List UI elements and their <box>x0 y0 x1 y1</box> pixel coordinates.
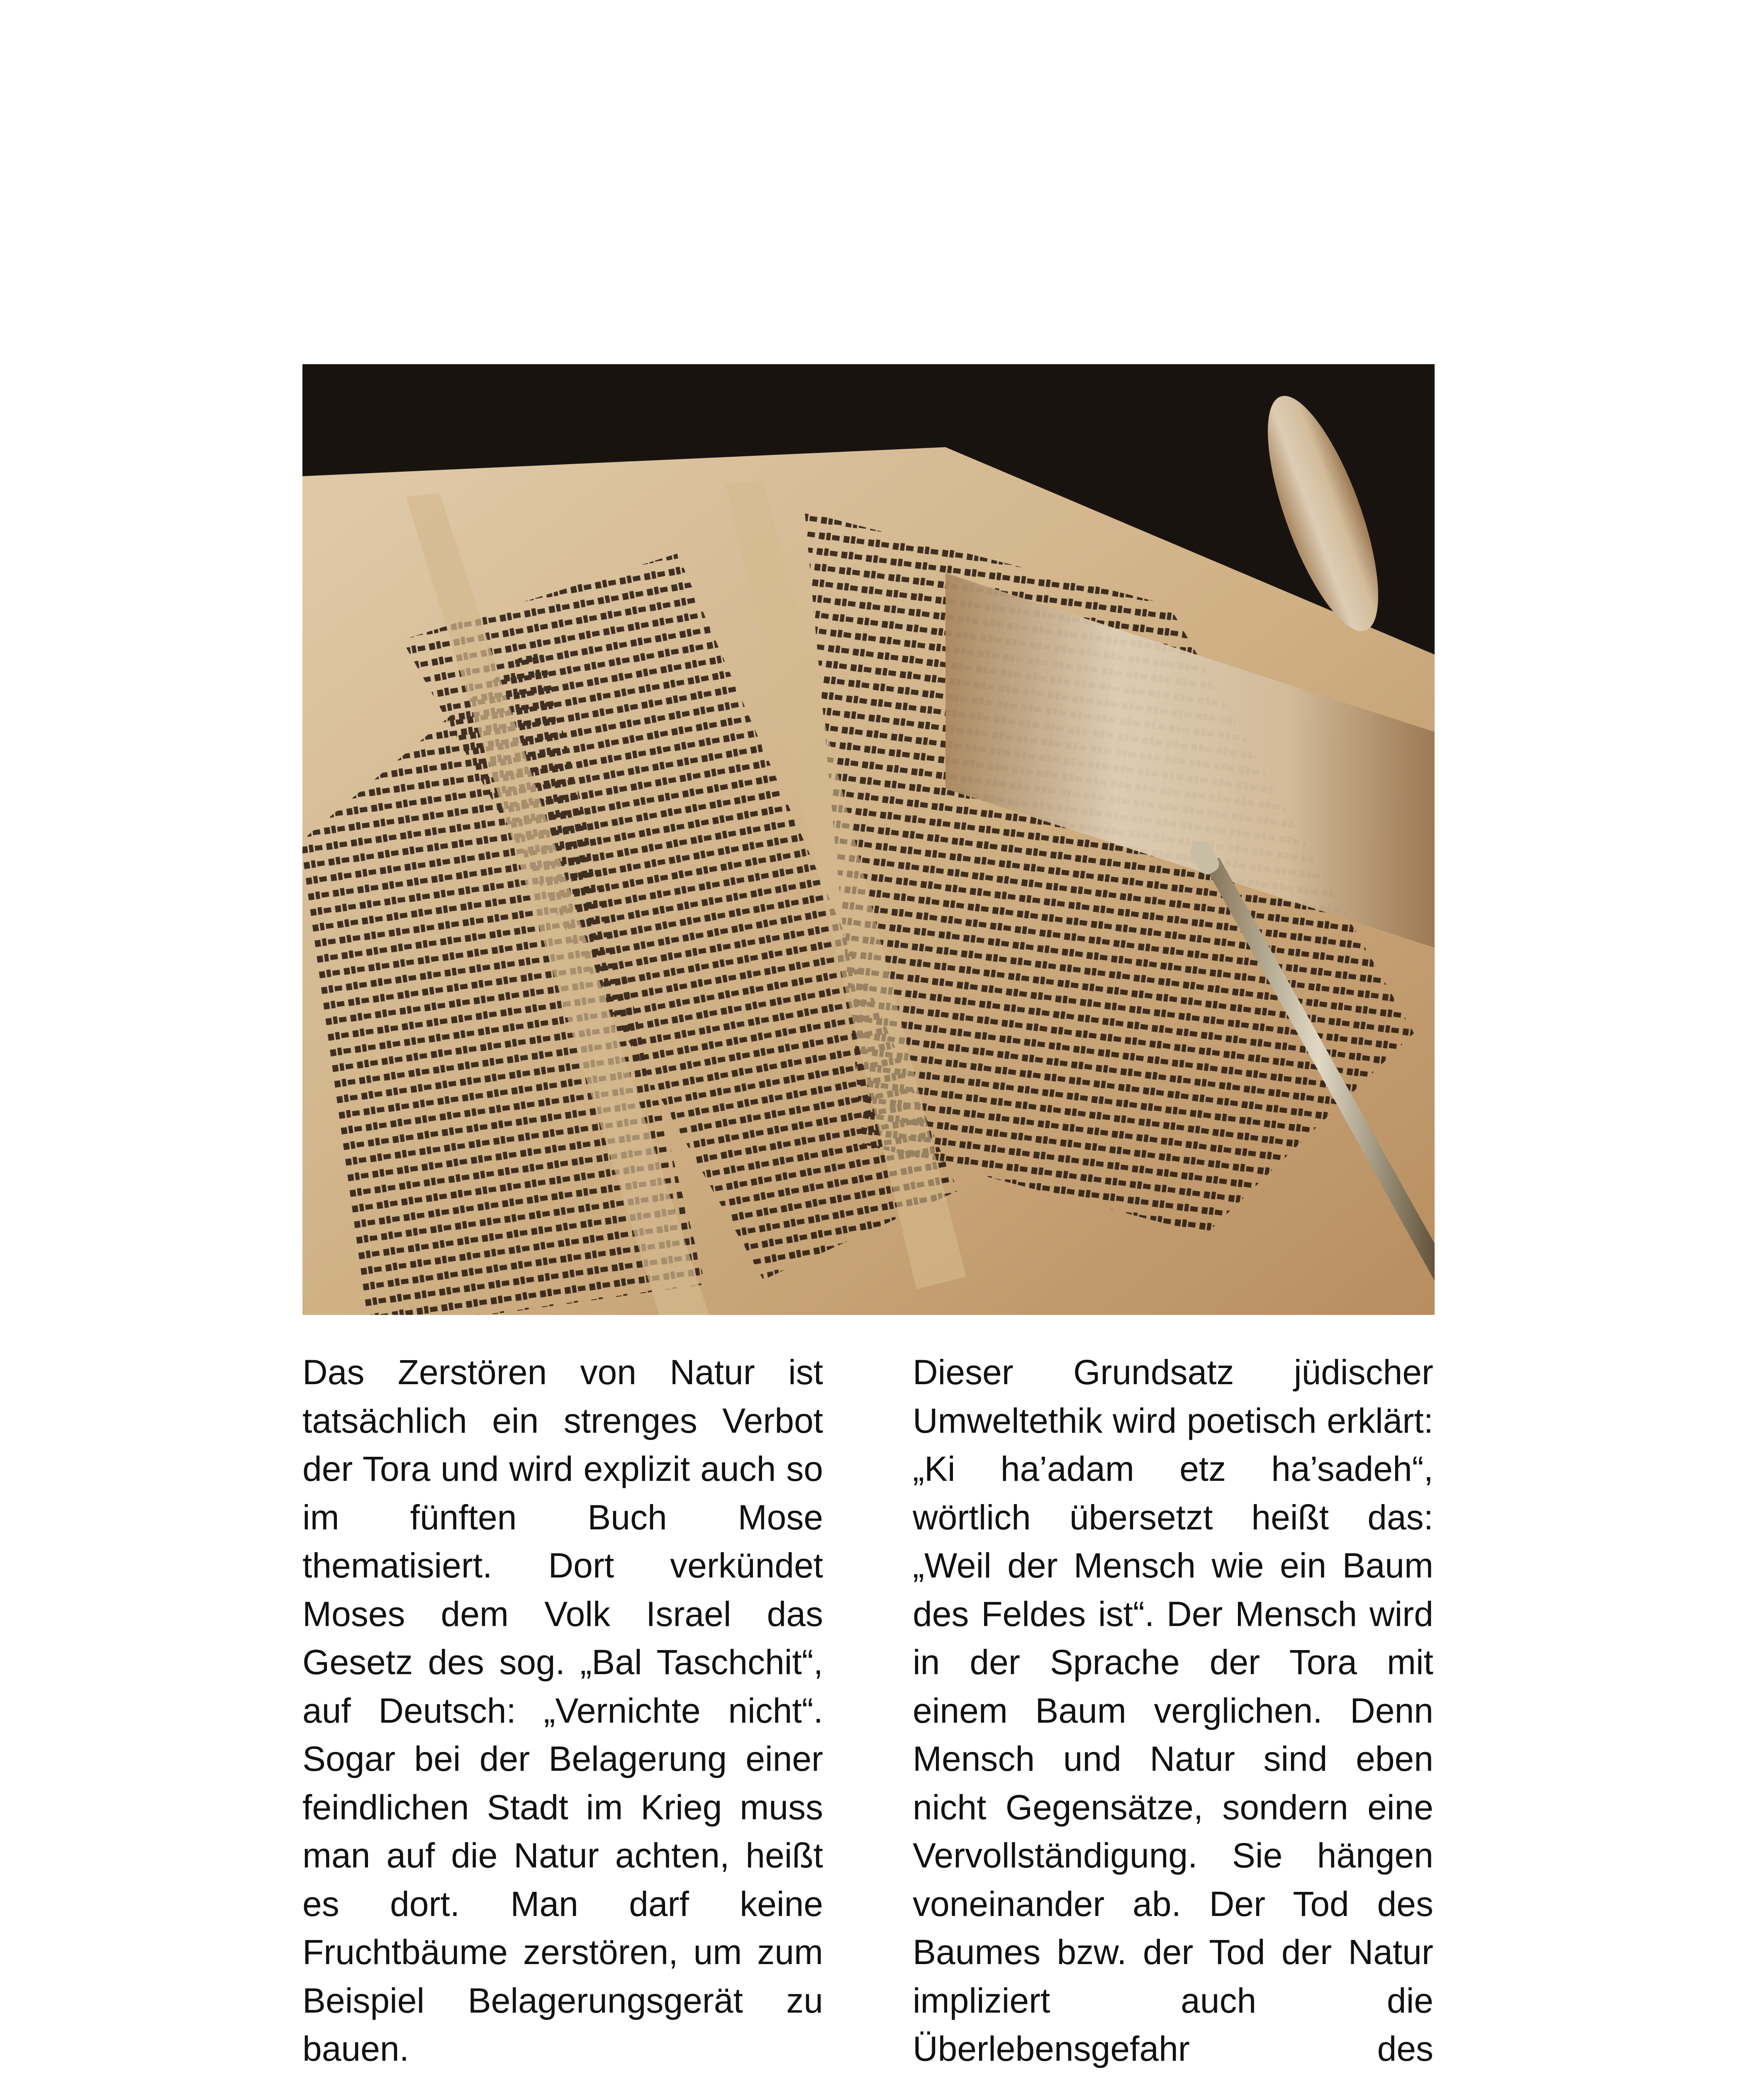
body-text-right-column: Dieser Grundsatz jüdischer Umweltethik wird poetisch erklärt: „Ki ha’adam etz ha’sadeh“, wörtlich übersetzt heißt das: „Weil der Mensch wie ein Baum des Feldes ist“. Der Mensch wird in der Sprache der Tora mit einem Baum verglichen. Denn Mensch und Natur sind eben nicht Gegensätze, sondern eine Vervollständigung. Sie hängen voneinander ab. Der Tod des Baumes bzw. der Tod der Natur impliziert auch die Überlebensgefahr des <box>913 1353 1433 2068</box>
torah-scroll-photo <box>302 364 1435 1315</box>
torah-scroll-illustration <box>302 364 1435 1315</box>
body-text-left-column: Das Zerstören von Natur ist tatsächlich ein strenges Verbot der Tora und wird explizit auch so im fünften Buch Mose thematisiert. Dort verkündet Moses dem Volk Israel das Gesetz des sog. „Bal Taschchit“, auf Deutsch: „Vernichte nicht“. Sogar bei der Belagerung einer feindlichen Stadt im Krieg muss man auf die Natur achten, heißt es dort. Man darf keine Fruchtbäume zerstören, um zum Beispiel Belagerungsgerät zu bauen. <box>302 1353 823 2068</box>
